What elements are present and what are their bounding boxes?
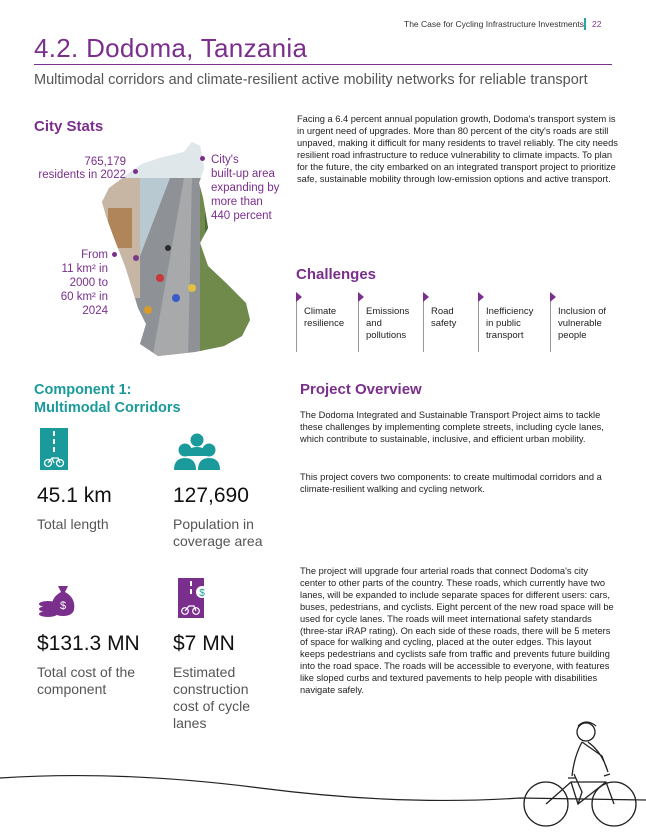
challenge-marker-icon: [478, 292, 484, 302]
project-paragraph-1: The Dodoma Integrated and Sustainable Transport Project aims to tackle these challenges by implementing complete streets, including cycle lanes, which contribute to sustainable, inclusive, and efficient urban mobility.: [300, 410, 604, 444]
challenge-marker-icon: [550, 292, 556, 302]
city-stats-heading: City Stats: [34, 118, 104, 135]
total-cost-label: Total cost of the component: [37, 664, 136, 697]
challenge-item: Inefficiency in public transport: [478, 296, 550, 352]
project-paragraph-3: The project will upgrade four arterial roads that connect Dodoma's city center to other parts of the country. These roads, which currently have two lanes, will be expanded to include separate spaces for different users: cars, buses, pedestrians, and cyclists. Eight percent of the new road space will be used for cycle lanes. The roads will meet international safety standards (three-star iRAP rating). On each side of these roads, there will be 5 meters of space for walking and cycling, placed at the outer edges. This layout keeps pedestrians and cyclists safe from traffic and prevents future building into the road space. The roads will be accessible to everyone, with features like sloped curbs and textured pavements to help people with disabilities navigate safely.: [300, 566, 614, 696]
built-up-stat: City's built-up area expanding by more than 440 percent: [211, 154, 280, 222]
challenge-item: Climate resilience: [296, 296, 358, 352]
population-icon: [172, 432, 222, 470]
challenge-item: Inclusion of vulnerable people: [550, 296, 620, 352]
residents-stat-label: residents in 2022: [38, 169, 126, 181]
cycle-lane-icon: [40, 428, 68, 470]
area-stat: From 11 km² in 2000 to 60 km² in 2024: [60, 249, 108, 317]
total-length-value: 45.1 km: [37, 484, 112, 507]
cycle-cost-label: Estimated construction cost of cycle lanes: [173, 664, 251, 731]
page-title: 4.2. Dodoma, Tanzania: [34, 33, 308, 63]
challenge-marker-icon: [423, 292, 429, 302]
page-number: 22: [592, 19, 602, 29]
challenge-item: Emissions and pollutions: [358, 296, 422, 352]
cycle-cost-icon: [178, 578, 208, 618]
component-heading: Component 1: Multimodal Corridors: [34, 382, 181, 416]
total-length-label: Total length: [37, 516, 109, 532]
svg-text:$: $: [199, 588, 205, 599]
total-cost-value: $131.3 MN: [37, 632, 140, 655]
page-subtitle: Multimodal corridors and climate-resilient active mobility networks for reliable transport: [34, 72, 588, 88]
money-bag-icon: [38, 578, 78, 618]
project-overview-heading: Project Overview: [300, 381, 422, 398]
stat-marker-dot: [112, 252, 117, 257]
running-title: The Case for Cycling Infrastructure Investments: [404, 19, 584, 29]
cycle-cost-value: $7 MN: [173, 632, 235, 655]
page-number-divider: [584, 18, 586, 30]
challenges-heading: Challenges: [296, 266, 377, 283]
stat-marker-dot: [200, 156, 205, 161]
challenge-marker-icon: [296, 292, 302, 302]
intro-paragraph: Facing a 6.4 percent annual population growth, Dodoma's transport system is in urgent need of upgrades. More than 80 percent of the city's roads are still unpaved, making it difficult for many residents to travel reliably. The city needs resilient road infrastructure to reduce vulnerability to climate impacts. To plan for the future, the city embarked on an integrated transport project to prioritize safe, sustainable mobility through low-emission options and active transport.: [297, 114, 618, 184]
stat-marker-dot: [133, 169, 138, 174]
challenge-marker-icon: [358, 292, 364, 302]
title-rule: [34, 64, 612, 65]
challenge-item: Road safety: [423, 296, 478, 352]
project-paragraph-2: This project covers two components: to create multimodal corridors and a climate-resilient walking and cycling network.: [300, 472, 602, 494]
population-label: Population in coverage area: [173, 516, 263, 549]
residents-stat: 765,179: [84, 156, 126, 168]
cyclist-illustration: [516, 712, 641, 830]
svg-text:$: $: [59, 600, 67, 612]
population-value: 127,690: [173, 484, 249, 507]
